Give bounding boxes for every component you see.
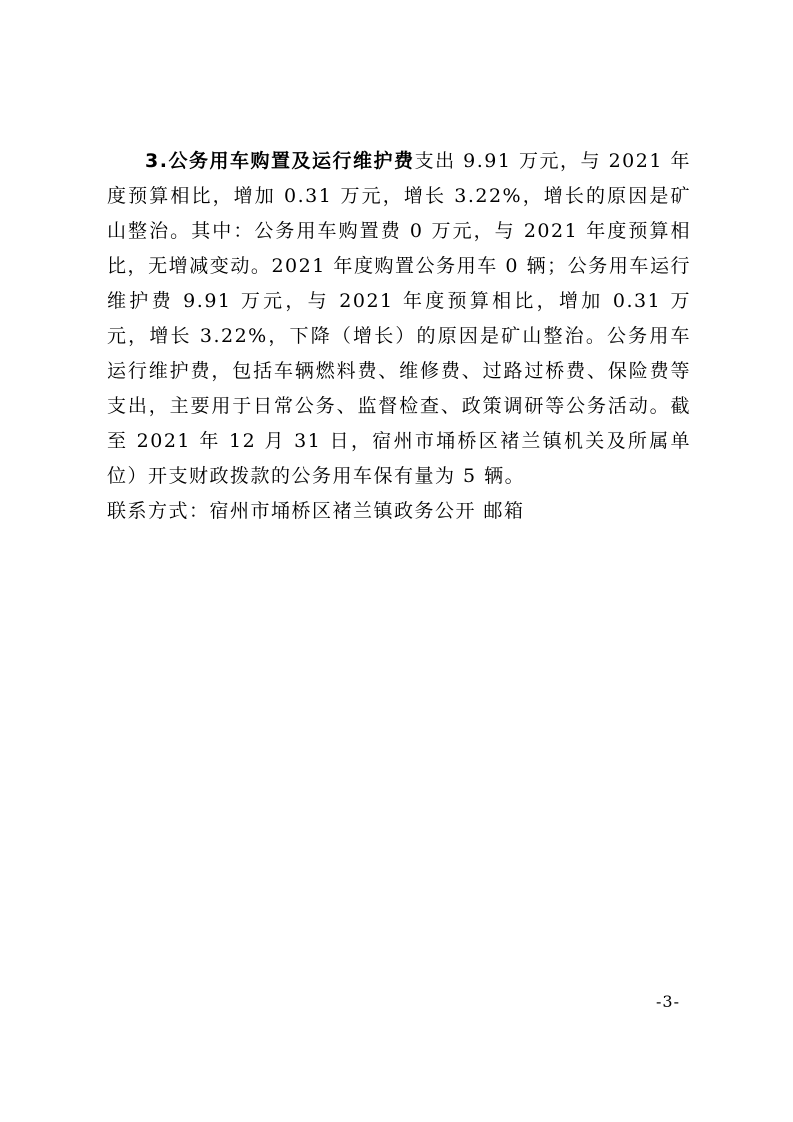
document-body	[107, 144, 691, 529]
page-number: -3-	[656, 992, 680, 1011]
section-paragraph	[107, 144, 691, 494]
section-body-text: 支出 9.91 万元，与 2021 年度预算相比，增加 0.31 万元，增长 3.22%，增长的原因是矿山整治。其中：公务用车购置费 0 万元，与 2021 年度预算相比，无增减变动。2021 年度购置公务用车 0 辆；公务用车运行维护费 9.91 万元，与 2021 年度预算相比，增加 0.31 万元，增长 3.22%，下降（增长）的原因是矿山整治。公务用车运行维护费，包括车辆燃料费、维修费、过路过桥费、保险费等支出，主要用于日常公务、监督检查、政策调研等公务活动。截至 2021 年 12 月 31 日，宿州市埇桥区褚兰镇机关及所属单位）开支财政拨款的公务用车保有量为 5 辆。	[107, 150, 691, 487]
section-heading-title: 公务用车购置及运行维护费	[168, 150, 415, 172]
contact-line: 联系方式：宿州市埇桥区褚兰镇政务公开 邮箱	[107, 500, 525, 522]
section-heading-number: 3.	[145, 150, 169, 172]
